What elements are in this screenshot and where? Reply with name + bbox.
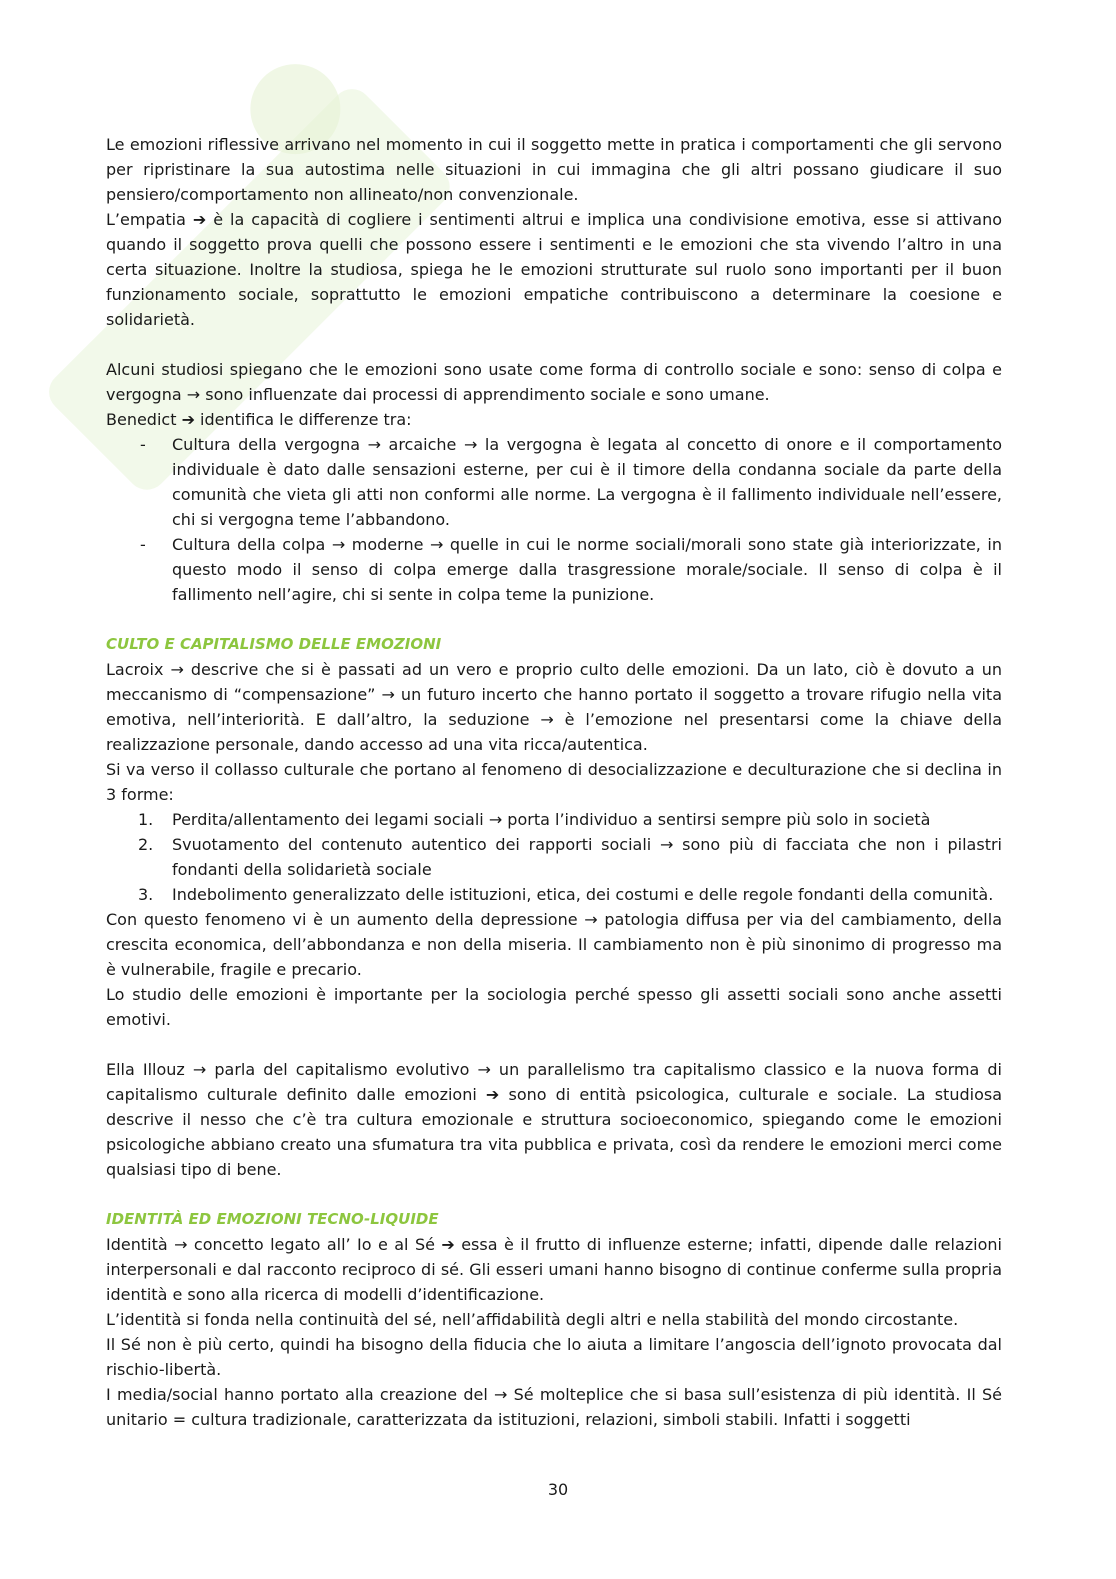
section-heading-culto: CULTO E CAPITALISMO DELLE EMOZIONI bbox=[106, 635, 442, 653]
list-item: 2. Svuotamento del contenuto autentico dei rapporti sociali → sono più di facciata che non i pilastri fondanti della solidarietà sociale bbox=[106, 832, 1002, 882]
list-marker: 3. bbox=[138, 885, 154, 904]
paragraph-lacroix: Lacroix → descrive che si è passati ad un vero e proprio culto delle emozioni. Da un lato, ciò è dovuto a un meccanismo di “compensazione” → un futuro incerto che hanno portato il soggetto a trovare rifugio nella vita emotiva, nell’interiorità. E dall’altro, la seduzione → è l’emozione nel presentarsi come la chiave della realizzazione personale, dando accesso ad una vita ricca/autentica. bbox=[106, 660, 1002, 754]
paragraph-empathy: L’empatia ➔ è la capacità di cogliere i sentimenti altrui e implica una condivisione emotiva, esse si attivano quando il soggetto prova quelli che possono essere i sentimenti e le emozioni che sta vivendo l’altro in una certa situazione. Inoltre la studiosa, spiega he le emozioni strutturate sul ruolo sono importanti per il buon funzionamento sociale, soprattutto le emozioni empatiche contribuiscono a determinare la coesione e solidarietà. bbox=[106, 210, 1002, 329]
list-item: - Cultura della vergogna → arcaiche → la vergogna è legata al concetto di onore e il comportamento individuale è dato dalle sensazioni esterne, per cui è il timore della condanna sociale da parte della comunità che vieta gli atti non conformi alle norme. La vergogna è il fallimento individuale nell’essere, chi si vergogna teme l’abbandono. bbox=[106, 432, 1002, 532]
paragraph-social-control: Alcuni studiosi spiegano che le emozioni sono usate come forma di controllo sociale e sono: senso di colpa e vergogna → sono influenzate dai processi di apprendimento sociale e sono umane. bbox=[106, 360, 1002, 404]
list-marker: - bbox=[140, 535, 146, 554]
paragraph-depression: Con questo fenomeno vi è un aumento della depressione → patologia diffusa per via del cambiamento, della crescita economica, dell’abbondanza e non della miseria. Il cambiamento non è più sinonimo di progresso ma è vulnerabile, fragile e precario. bbox=[106, 910, 1002, 979]
paragraph-self: Il Sé non è più certo, quindi ha bisogno della fiducia che lo aiuta a limitare l’angoscia dell’ignoto provocata dal rischio-libertà. bbox=[106, 1335, 1002, 1379]
list-marker: 1. bbox=[138, 810, 154, 829]
list-item: 3. Indebolimento generalizzato delle istituzioni, etica, dei costumi e delle regole fondanti della comunità. bbox=[106, 882, 1002, 907]
cultures-list bbox=[106, 432, 1002, 607]
list-marker: - bbox=[140, 435, 146, 454]
list-item: - Cultura della colpa → moderne → quelle in cui le norme sociali/morali sono state già interiorizzate, in questo modo il senso di colpa emerge dalla trasgressione morale/sociale. Il senso di colpa è il fallimento nell’agire, chi si sente in colpa teme la punizione. bbox=[106, 532, 1002, 607]
document-body bbox=[106, 132, 1002, 1432]
list-marker: 2. bbox=[138, 835, 154, 854]
section-heading-identita: IDENTITÀ ED EMOZIONI TECNO-LIQUIDE bbox=[106, 1210, 439, 1228]
paragraph-benedict: Benedict ➔ identifica le differenze tra: bbox=[106, 410, 412, 429]
paragraph-identity: Identità → concetto legato all’ Io e al Sé ➔ essa è il frutto di influenze esterne; infatti, dipende dalle relazioni interpersonali e dal racconto reciproco di sé. Gli esseri umani hanno bisogno di continue conferme sulla propria identità e sono alla ricerca di modelli d’identificazione. bbox=[106, 1235, 1002, 1304]
paragraph-continuity: L’identità si fonda nella continuità del sé, nell’affidabilità degli altri e nella stabilità del mondo circostante. bbox=[106, 1310, 959, 1329]
paragraph-reflexive-emotions: Le emozioni riflessive arrivano nel momento in cui il soggetto mette in pratica i comportamenti che gli servono per ripristinare la sua autostima nelle situazioni in cui immagina che gli altri possano giudicare il suo pensiero/comportamento non allineato/non convenzionale. bbox=[106, 135, 1002, 204]
paragraph-media: I media/social hanno portato alla creazione del → Sé molteplice che si basa sull’esistenza di più identità. Il Sé unitario = cultura tradizionale, caratterizzata da istituzioni, relazioni, simboli stabili. Infatti i soggetti bbox=[106, 1385, 1002, 1429]
list-item: 1. Perdita/allentamento dei legami sociali → porta l’individuo a sentirsi sempre più solo in società bbox=[106, 807, 1002, 832]
page-number: 30 bbox=[547, 1480, 569, 1499]
paragraph-illouz: Ella Illouz → parla del capitalismo evolutivo → un parallelismo tra capitalismo classico e la nuova forma di capitalismo culturale definito dalle emozioni ➔ sono di entità psicologica, culturale e sociale. La studiosa descrive il nesso che c’è tra cultura emozionale e struttura socioeconomico, spiegando come le emozioni psicologiche abbiano creato una sfumatura tra vita pubblica e privata, così da rendere le emozioni merci come qualsiasi tipo di bene. bbox=[106, 1060, 1002, 1179]
paragraph-collapse: Si va verso il collasso culturale che portano al fenomeno di desocializzazione e deculturazione che si declina in 3 forme: bbox=[106, 760, 1002, 804]
forms-list bbox=[106, 807, 1002, 907]
paragraph-sociology: Lo studio delle emozioni è importante per la sociologia perché spesso gli assetti sociali sono anche assetti emotivi. bbox=[106, 985, 1002, 1029]
